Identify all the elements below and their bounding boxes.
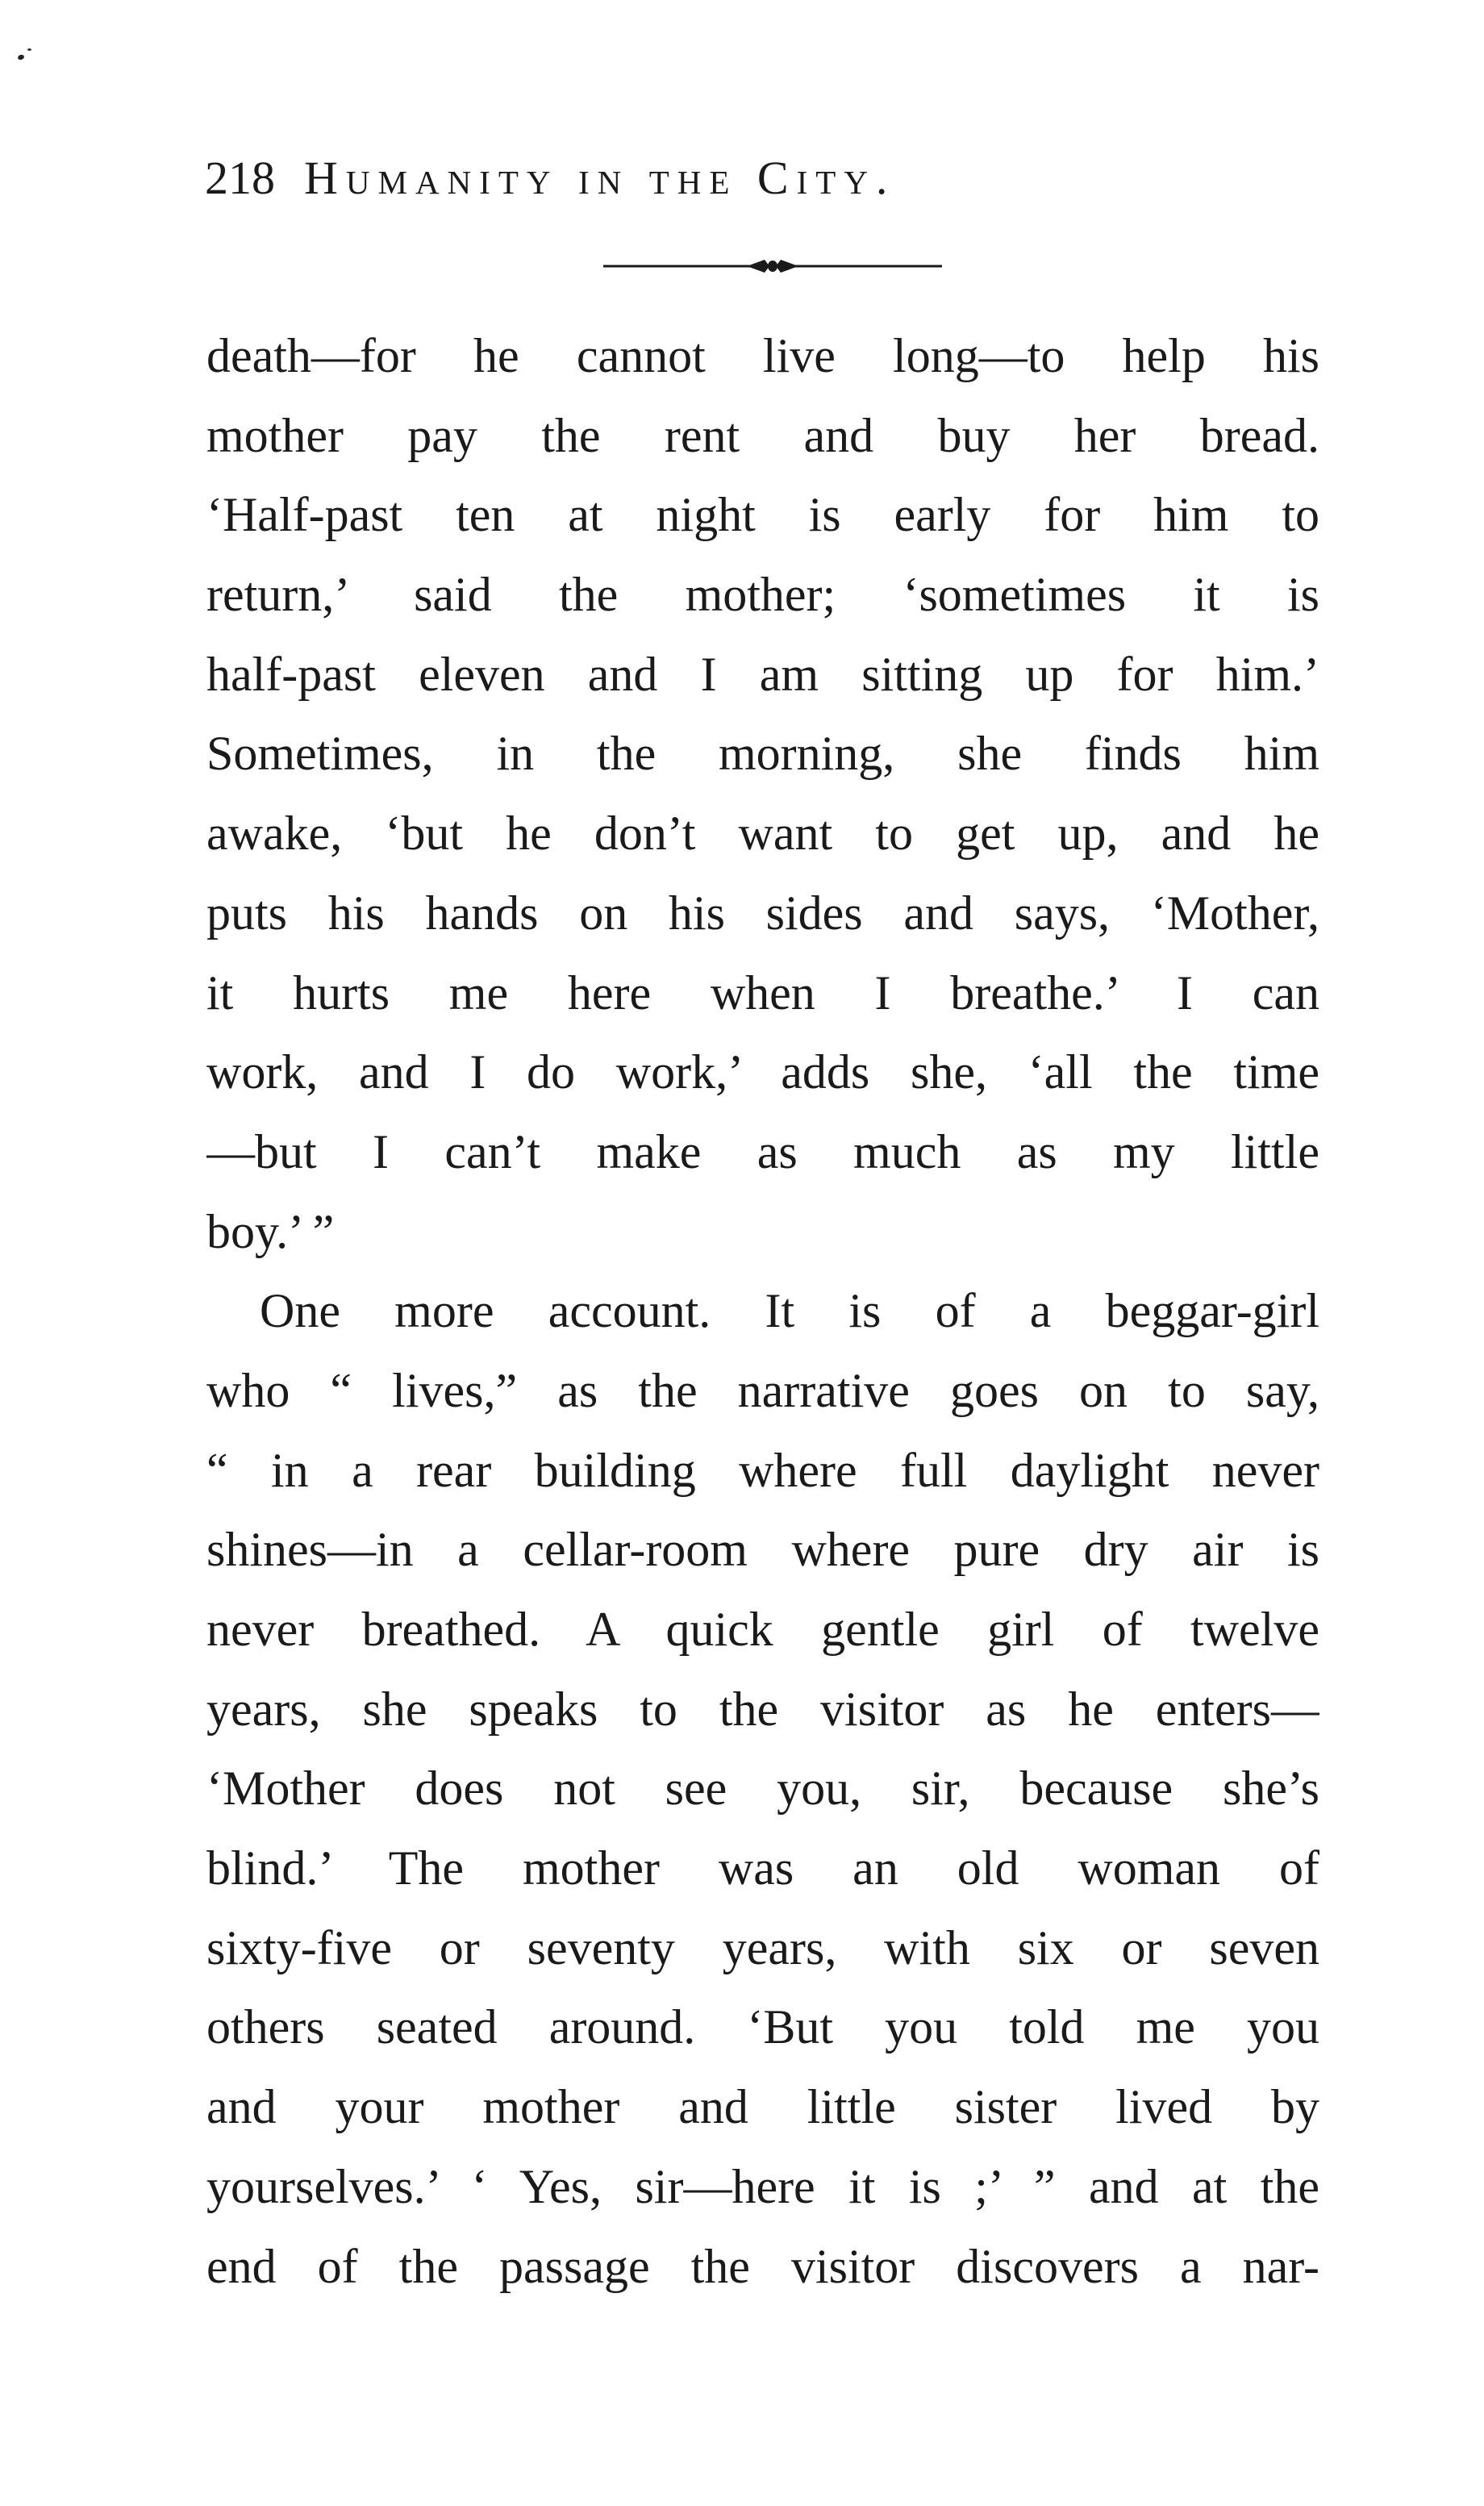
text-line: who “ lives,” as the narrative goes on to say, [206,1363,1319,1417]
ornament-rule [603,258,942,274]
text-line: mother pay the rent and buy her bread. [206,408,1319,462]
text-line: return,’ said the mother; ‘sometimes it is [206,568,1319,622]
text-line: sixty-five or seventy years, with six or seven [206,1920,1319,1974]
text-line: death—for he cannot live long—to help his [206,329,1319,382]
text-line: puts his hands on his sides and says, ‘Mother, [206,886,1319,940]
text-line: end of the passage the visitor discovers a nar- [206,2239,1319,2293]
paragraph-start-line: One more account. It is of a beggar-girl [260,1284,1319,1338]
running-title: Humanity in the City. [304,152,896,204]
text-line: ‘Half-past ten at night is early for him to [206,488,1319,542]
text-line: never breathed. A quick gentle girl of twelve [206,1603,1319,1656]
running-head [205,150,1253,206]
ink-speck [27,48,31,51]
text-line: ‘Mother does not see you, sir, because she’s [206,1762,1319,1816]
text-line: work, and I do work,’ adds she, ‘all the time [206,1045,1319,1099]
text-line: yourselves.’ ‘ Yes, sir—here it is ;’ ” and at the [206,2159,1319,2213]
text-line: Sometimes, in the morning, she finds him [206,727,1319,781]
text-line: “ in a rear building where full daylight never [206,1443,1319,1497]
text-line: —but I can’t make as much as my little [206,1124,1319,1178]
body-text [206,316,1319,2306]
text-line: years, she speaks to the visitor as he enters— [206,1682,1319,1736]
text-line: it hurts me here when I breathe.’ I can [206,965,1319,1019]
paragraph-end-line: boy.’ ” [206,1204,335,1258]
ink-speck [17,54,25,60]
text-line: and your mother and little sister lived by [206,2080,1319,2134]
text-line: shines—in a cellar-room where pure dry air is [206,1523,1319,1577]
page-number: 218 [205,152,275,204]
text-line: blind.’ The mother was an old woman of [206,1841,1319,1895]
text-line: others seated around. ‘But you told me you [206,2000,1319,2054]
text-line: awake, ‘but he don’t want to get up, and he [206,807,1319,861]
text-line: half-past eleven and I am sitting up for him.’ [206,647,1319,701]
